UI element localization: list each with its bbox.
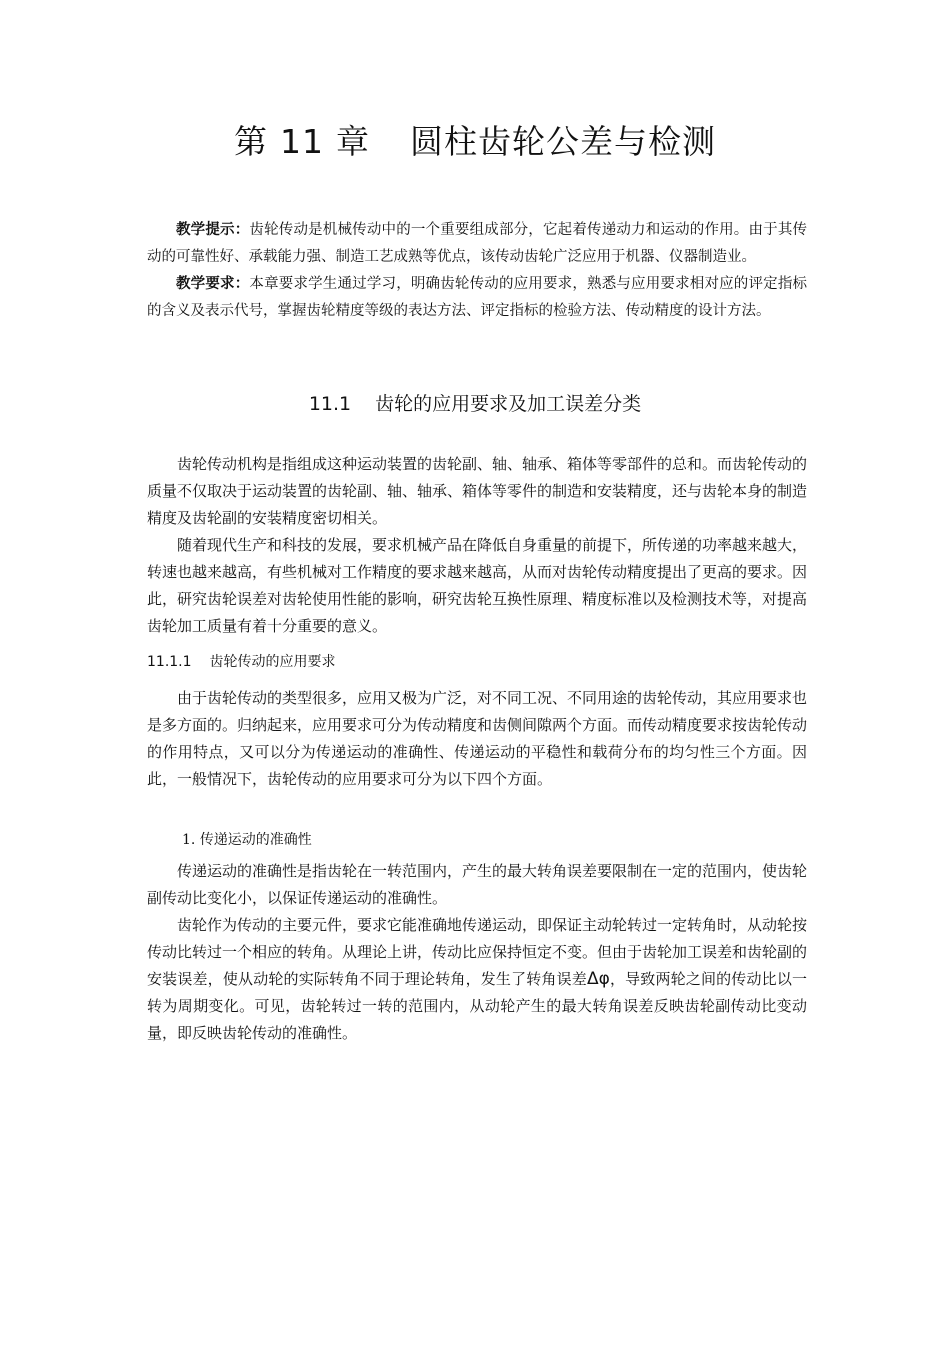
teaching-notes xyxy=(147,217,807,325)
section-number: 11.1 xyxy=(308,393,352,415)
item-heading xyxy=(182,828,312,852)
paragraph-with-symbol xyxy=(147,912,807,1047)
paragraph: 由于齿轮传动的类型很多，应用又极为广泛，对不同工况、不同用途的齿轮传动，其应用要求也是多方面的。归纳起来，应用要求可分为传动精度和齿侧间隙两个方面。而传动精度要求按齿轮传动的作用特点，又可以分为传递运动的准确性、传递运动的平稳性和载荷分布的均匀性三个方面。因此，一般情况下，齿轮传动的应用要求可分为以下四个方面。 xyxy=(147,689,808,788)
chapter-suffix: 章 xyxy=(336,122,370,161)
paragraph: 随着现代生产和科技的发展，要求机械产品在降低自身重量的前提下，所传递的功率越来越大，转速也越来越高，有些机械对工作精度的要求越来越高，从而对齿轮传动精度提出了更高的要求。因此，研究齿轮误差对齿轮使用性能的影响，研究齿轮互换性原理、精度标准以及检测技术等，对提高齿轮加工质量有着十分重要的意义。 xyxy=(147,536,808,635)
teaching-requirement xyxy=(147,271,807,325)
teaching-requirement-text: 本章要求学生通过学习，明确齿轮传动的应用要求，熟悉与应用要求相对应的评定指标的含义及表示代号，掌握齿轮精度等级的表达方法、评定指标的检验方法、传动精度的设计方法。 xyxy=(147,276,808,319)
teaching-hint-text: 齿轮传动是机械传动中的一个重要组成部分，它起着传递动力和运动的作用。由于其传动的可靠性好、承载能力强、制造工艺成熟等优点，该传动齿轮广泛应用于机器、仪器制造业。 xyxy=(147,222,808,265)
chapter-number: 11 xyxy=(280,122,324,161)
teaching-hint-label: 教学提示： xyxy=(176,222,250,238)
chapter-prefix: 第 xyxy=(234,122,268,161)
chapter-title xyxy=(0,112,950,172)
teaching-hint xyxy=(147,217,807,271)
paragraph-text-after: ，导致两轮之间的传动比以一转为周期变化。可见，齿轮转过一转的范围内，从动轮产生的最大转角误差反映齿轮副传动比变动量，即反映齿轮传动的准确性。 xyxy=(147,970,807,1042)
teaching-requirement-label: 教学要求： xyxy=(176,276,250,292)
paragraph-text-before: 齿轮作为传动的主要元件，要求它能准确地传递运动，即保证主动轮转过一定转角时，从动轮按传动比转过一个相应的转角。从理论上讲，传动比应保持恒定不变。但由于齿轮加工误差和齿轮副的安装误差，使从动轮的实际转角不同于理论转角，发生了转角误差 xyxy=(147,916,808,988)
item-body xyxy=(147,858,807,1047)
item-title-text: 传递运动的准确性 xyxy=(199,832,312,848)
subsection-body xyxy=(147,685,807,793)
section-title-text: 齿轮的应用要求及加工误差分类 xyxy=(375,393,642,415)
subsection-title-text: 齿轮传动的应用要求 xyxy=(209,654,336,670)
chapter-title-text: 圆柱齿轮公差与检测 xyxy=(410,122,716,161)
subsection-heading xyxy=(147,650,336,674)
angle-error-symbol: Δφ xyxy=(586,969,610,989)
subsection-number: 11.1.1 xyxy=(147,654,192,670)
item-number: 1. xyxy=(182,832,196,848)
paragraph: 传递运动的准确性是指齿轮在一转范围内，产生的最大转角误差要限制在一定的范围内，使齿轮副传动比变化小，以保证传递运动的准确性。 xyxy=(147,862,808,907)
section-heading xyxy=(0,388,950,420)
paragraph: 齿轮传动机构是指组成这种运动装置的齿轮副、轴、轴承、箱体等零部件的总和。而齿轮传动的质量不仅取决于运动装置的齿轮副、轴、轴承、箱体等零件的制造和安装精度，还与齿轮本身的制造精度及齿轮副的安装精度密切相关。 xyxy=(147,455,808,527)
section-body xyxy=(147,451,807,640)
